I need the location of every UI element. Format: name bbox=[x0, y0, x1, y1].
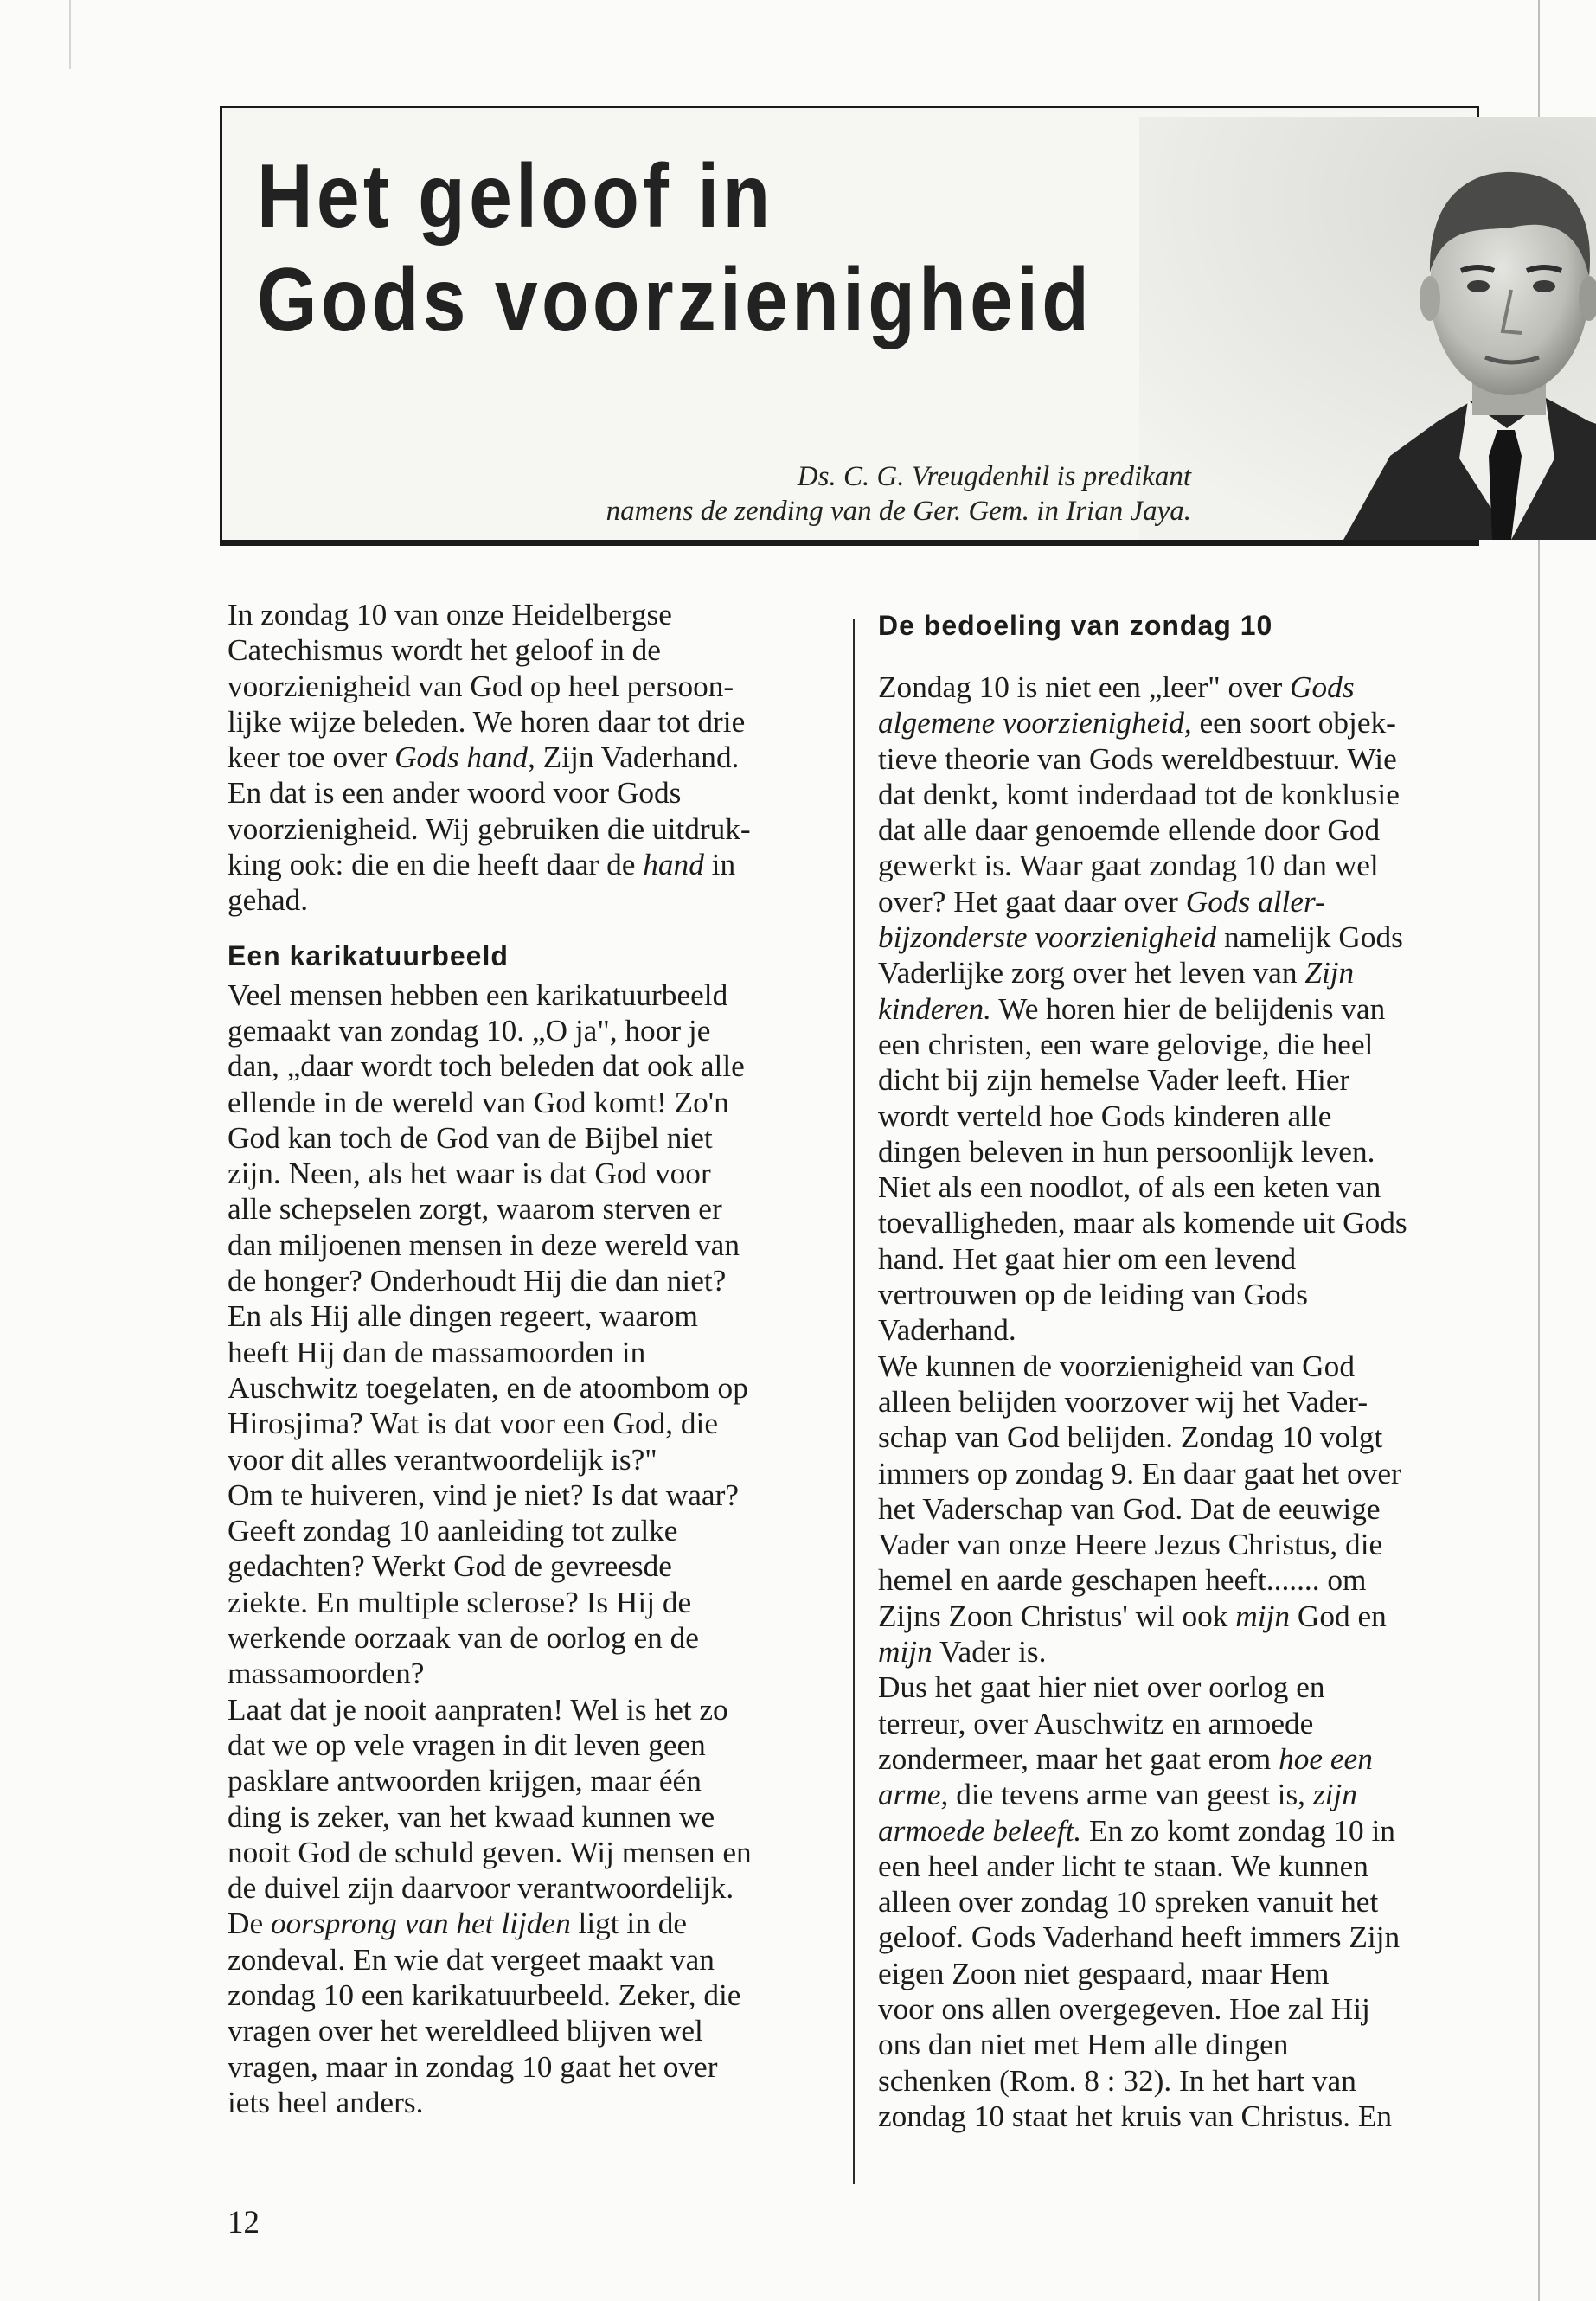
text-line: toevalligheden, maar als komende uit Gods bbox=[878, 1206, 1407, 1240]
text-line: king ook: die en die heeft daar de bbox=[228, 848, 644, 882]
text-line: De bbox=[228, 1907, 271, 1941]
emphasis-text: Gods aller- bbox=[1185, 884, 1325, 919]
text-line: Niet als een noodlot, of als een keten van bbox=[878, 1170, 1381, 1205]
text-line: Zijns Zoon Christus' wil ook bbox=[878, 1599, 1236, 1633]
text-line: Auschwitz toegelaten, en de atoombom op bbox=[228, 1370, 748, 1405]
paragraph-2 bbox=[878, 1349, 1484, 1670]
article-title-line-1: Het geloof in bbox=[257, 146, 774, 247]
text-line: die tevens arme van geest is, bbox=[948, 1778, 1313, 1812]
text-line: Geeft zondag 10 aanleiding tot zulke bbox=[228, 1514, 678, 1548]
text-line: werkende oorzaak van de oorlog en de bbox=[228, 1621, 699, 1656]
text-line: God en bbox=[1290, 1599, 1387, 1633]
text-line: hand. Het gaat hier om een levend bbox=[878, 1241, 1297, 1276]
text-line: voorzienigheid. Wij gebruiken die uitdruk- bbox=[228, 811, 751, 846]
text-line: Vader is. bbox=[932, 1635, 1047, 1670]
page-number: 12 bbox=[228, 2205, 260, 2240]
author-caption-line-2: namens de zending van de Ger. Gem. in Irian Jaya. bbox=[606, 496, 1191, 527]
text-line: geloof. Gods Vaderhand heeft immers Zijn bbox=[878, 1920, 1401, 1955]
author-portrait-photo bbox=[1139, 117, 1596, 540]
text-line: In zondag 10 van onze Heidelbergse bbox=[228, 598, 672, 631]
column-divider bbox=[853, 619, 855, 2184]
text-line: hemel en aarde geschapen heeft....... om bbox=[878, 1563, 1367, 1598]
text-line: dat we op vele vragen in dit leven geen bbox=[228, 1727, 706, 1762]
text-line: heeft Hij dan de massamoorden in bbox=[228, 1335, 646, 1369]
emphasis-text: Gods bbox=[1290, 670, 1355, 704]
text-line: En zo komt zondag 10 in bbox=[1081, 1813, 1395, 1848]
text-line: dat alle daar genoemde ellende door God bbox=[878, 813, 1381, 848]
text-line: We horen hier de belijdenis van bbox=[991, 991, 1386, 1026]
text-line: dan miljoenen mensen in deze wereld van bbox=[228, 1227, 740, 1262]
text-line: dan, „daar wordt toch beleden dat ook alle bbox=[228, 1049, 745, 1084]
text-line: over? Het gaat daar over bbox=[878, 884, 1186, 919]
text-line: nooit God de schuld geven. Wij mensen en bbox=[228, 1835, 752, 1869]
text-line: schap van God belijden. Zondag 10 volgt bbox=[878, 1420, 1383, 1455]
text-line: een soort objek- bbox=[1191, 706, 1396, 740]
text-line: het Vaderschap van God. Dat de eeuwige bbox=[878, 1491, 1381, 1526]
text-line: alleen over zondag 10 spreken vanuit het bbox=[878, 1885, 1379, 1920]
emphasis-text: Gods hand, bbox=[394, 740, 535, 775]
text-line: gedachten? Werkt God de gevreesde bbox=[228, 1549, 672, 1584]
text-line: Veel mensen hebben een karikatuurbeeld bbox=[228, 977, 728, 1012]
text-line: Catechismus wordt het geloof in de bbox=[228, 633, 661, 668]
text-line: pasklare antwoorden krijgen, maar één bbox=[228, 1764, 702, 1798]
text-line: in bbox=[703, 848, 736, 882]
emphasis-text: mijn bbox=[878, 1635, 933, 1670]
emphasis-text: oorsprong van het lijden bbox=[270, 1907, 571, 1941]
section-heading-karikatuurbeeld: Een karikatuurbeeld bbox=[228, 939, 509, 971]
text-line: zondermeer, maar het gaat erom bbox=[878, 1741, 1279, 1776]
text-line: Om te huiveren, vind je niet? Is dat waar? bbox=[228, 1477, 739, 1512]
paragraph-1 bbox=[228, 977, 833, 1477]
right-column bbox=[878, 597, 1484, 2134]
text-line: Vaderhand. bbox=[878, 1313, 1016, 1348]
paragraph-2 bbox=[228, 1477, 833, 1692]
text-line: zondeval. En wie dat vergeet maakt van bbox=[228, 1942, 715, 1977]
text-line: gehad. bbox=[228, 883, 309, 918]
paragraph-3 bbox=[228, 1692, 833, 2121]
emphasis-text: kinderen. bbox=[878, 991, 992, 1026]
article-header-box bbox=[220, 106, 1479, 542]
emphasis-text: Zijn bbox=[1304, 956, 1355, 990]
text-line: iets heel anders. bbox=[228, 2085, 424, 2119]
text-line: zijn. Neen, als het waar is dat God voor bbox=[228, 1157, 711, 1191]
text-line: Laat dat je nooit aanpraten! Wel is het zo bbox=[228, 1692, 728, 1727]
text-line: gemaakt van zondag 10. „O ja", hoor je bbox=[228, 1013, 711, 1048]
text-line: terreur, over Auschwitz en armoede bbox=[878, 1706, 1314, 1740]
text-line: de honger? Onderhoudt Hij die dan niet? bbox=[228, 1264, 727, 1298]
section-heading-bedoeling: De bedoeling van zondag 10 bbox=[878, 610, 1273, 641]
text-line: een christen, een ware gelovige, die heel bbox=[878, 1027, 1374, 1061]
text-line: ons dan niet met Hem alle dingen bbox=[878, 2028, 1289, 2062]
paragraph-3 bbox=[878, 1670, 1484, 2134]
text-line: vragen over het wereldleed blijven wel bbox=[228, 2014, 703, 2048]
text-line: alle schepselen zorgt, waarom sterven er bbox=[228, 1192, 722, 1227]
text-line: eigen Zoon niet gespaard, maar Hem bbox=[878, 1956, 1330, 1990]
text-line: een heel ander licht te staan. We kunnen bbox=[878, 1849, 1368, 1883]
emphasis-text: armoede beleeft. bbox=[878, 1813, 1082, 1848]
intro-paragraph bbox=[228, 597, 833, 919]
portrait-image bbox=[1139, 117, 1596, 540]
text-line: dingen beleven in hun persoonlijk leven. bbox=[878, 1134, 1375, 1169]
text-line: ding is zeker, van het kwaad kunnen we bbox=[228, 1799, 715, 1834]
text-line: En dat is een ander woord voor Gods bbox=[228, 776, 682, 811]
text-line: Vader van onze Heere Jezus Christus, die bbox=[878, 1528, 1383, 1562]
text-line: Hirosjima? Wat is dat voor een God, die bbox=[228, 1407, 719, 1441]
text-line: zondag 10 een karikatuurbeeld. Zeker, die bbox=[228, 1977, 741, 2012]
text-line: dicht bij zijn hemelse Vader leeft. Hier bbox=[878, 1063, 1350, 1098]
text-line: keer toe over bbox=[228, 740, 395, 775]
left-column bbox=[228, 597, 833, 2120]
text-line: En als Hij alle dingen regeert, waarom bbox=[228, 1299, 698, 1334]
text-line: Zijn Vaderhand. bbox=[535, 740, 740, 775]
text-line: vertrouwen op de leiding van Gods bbox=[878, 1278, 1308, 1312]
text-line: alleen belijden voorzover wij het Vader- bbox=[878, 1384, 1368, 1419]
author-caption-line-1: Ds. C. G. Vreugdenhil is predikant bbox=[797, 461, 1191, 492]
text-line: ellende in de wereld van God komt! Zo'n bbox=[228, 1085, 729, 1119]
text-line: wordt verteld hoe Gods kinderen alle bbox=[878, 1099, 1332, 1133]
emphasis-text: bijzonderste voorzienigheid bbox=[878, 920, 1217, 955]
text-line: ligt in de bbox=[570, 1907, 688, 1941]
emphasis-text: arme, bbox=[878, 1778, 949, 1812]
text-line: voor dit alles verantwoordelijk is?" bbox=[228, 1442, 657, 1477]
text-line: voor ons allen overgegeven. Hoe zal Hij bbox=[878, 1991, 1370, 2026]
text-line: Zondag 10 is niet een „leer" over bbox=[878, 670, 1291, 704]
text-line: vragen, maar in zondag 10 gaat het over bbox=[228, 2049, 718, 2084]
text-line: We kunnen de voorzienigheid van God bbox=[878, 1349, 1355, 1383]
scan-edge-left bbox=[69, 0, 71, 69]
emphasis-text: algemene voorzienigheid, bbox=[878, 706, 1192, 740]
paragraph-1 bbox=[878, 670, 1484, 1349]
text-line: dat denkt, komt inderdaad tot de konklusie bbox=[878, 777, 1400, 811]
text-line: gewerkt is. Waar gaat zondag 10 dan wel bbox=[878, 849, 1379, 883]
text-line: massamoorden? bbox=[228, 1657, 425, 1691]
text-line: zondag 10 staat het kruis van Christus. En bbox=[878, 2099, 1393, 2133]
article-title-line-2: Gods voorzienigheid bbox=[257, 250, 1093, 350]
text-line: God kan toch de God van de Bijbel niet bbox=[228, 1120, 713, 1155]
text-line: schenken (Rom. 8 : 32). In het hart van bbox=[878, 2063, 1356, 2098]
text-line: ziekte. En multiple sclerose? Is Hij de bbox=[228, 1585, 692, 1619]
emphasis-text: hand bbox=[643, 848, 704, 882]
text-line: immers op zondag 9. En daar gaat het over bbox=[878, 1456, 1401, 1490]
text-line: voorzienigheid van God op heel persoon- bbox=[228, 669, 734, 703]
emphasis-text: zijn bbox=[1312, 1778, 1357, 1812]
text-line: de duivel zijn daarvoor verantwoordelijk. bbox=[228, 1871, 734, 1906]
text-line: Dus het gaat hier niet over oorlog en bbox=[878, 1670, 1325, 1705]
text-line: namelijk Gods bbox=[1216, 920, 1403, 955]
text-line: lijke wijze beleden. We horen daar tot drie bbox=[228, 704, 746, 739]
text-line: tieve theorie van Gods wereldbestuur. Wie bbox=[878, 741, 1397, 776]
text-line: Vaderlijke zorg over het leven van bbox=[878, 956, 1305, 990]
emphasis-text: hoe een bbox=[1279, 1741, 1373, 1776]
emphasis-text: mijn bbox=[1235, 1599, 1291, 1633]
